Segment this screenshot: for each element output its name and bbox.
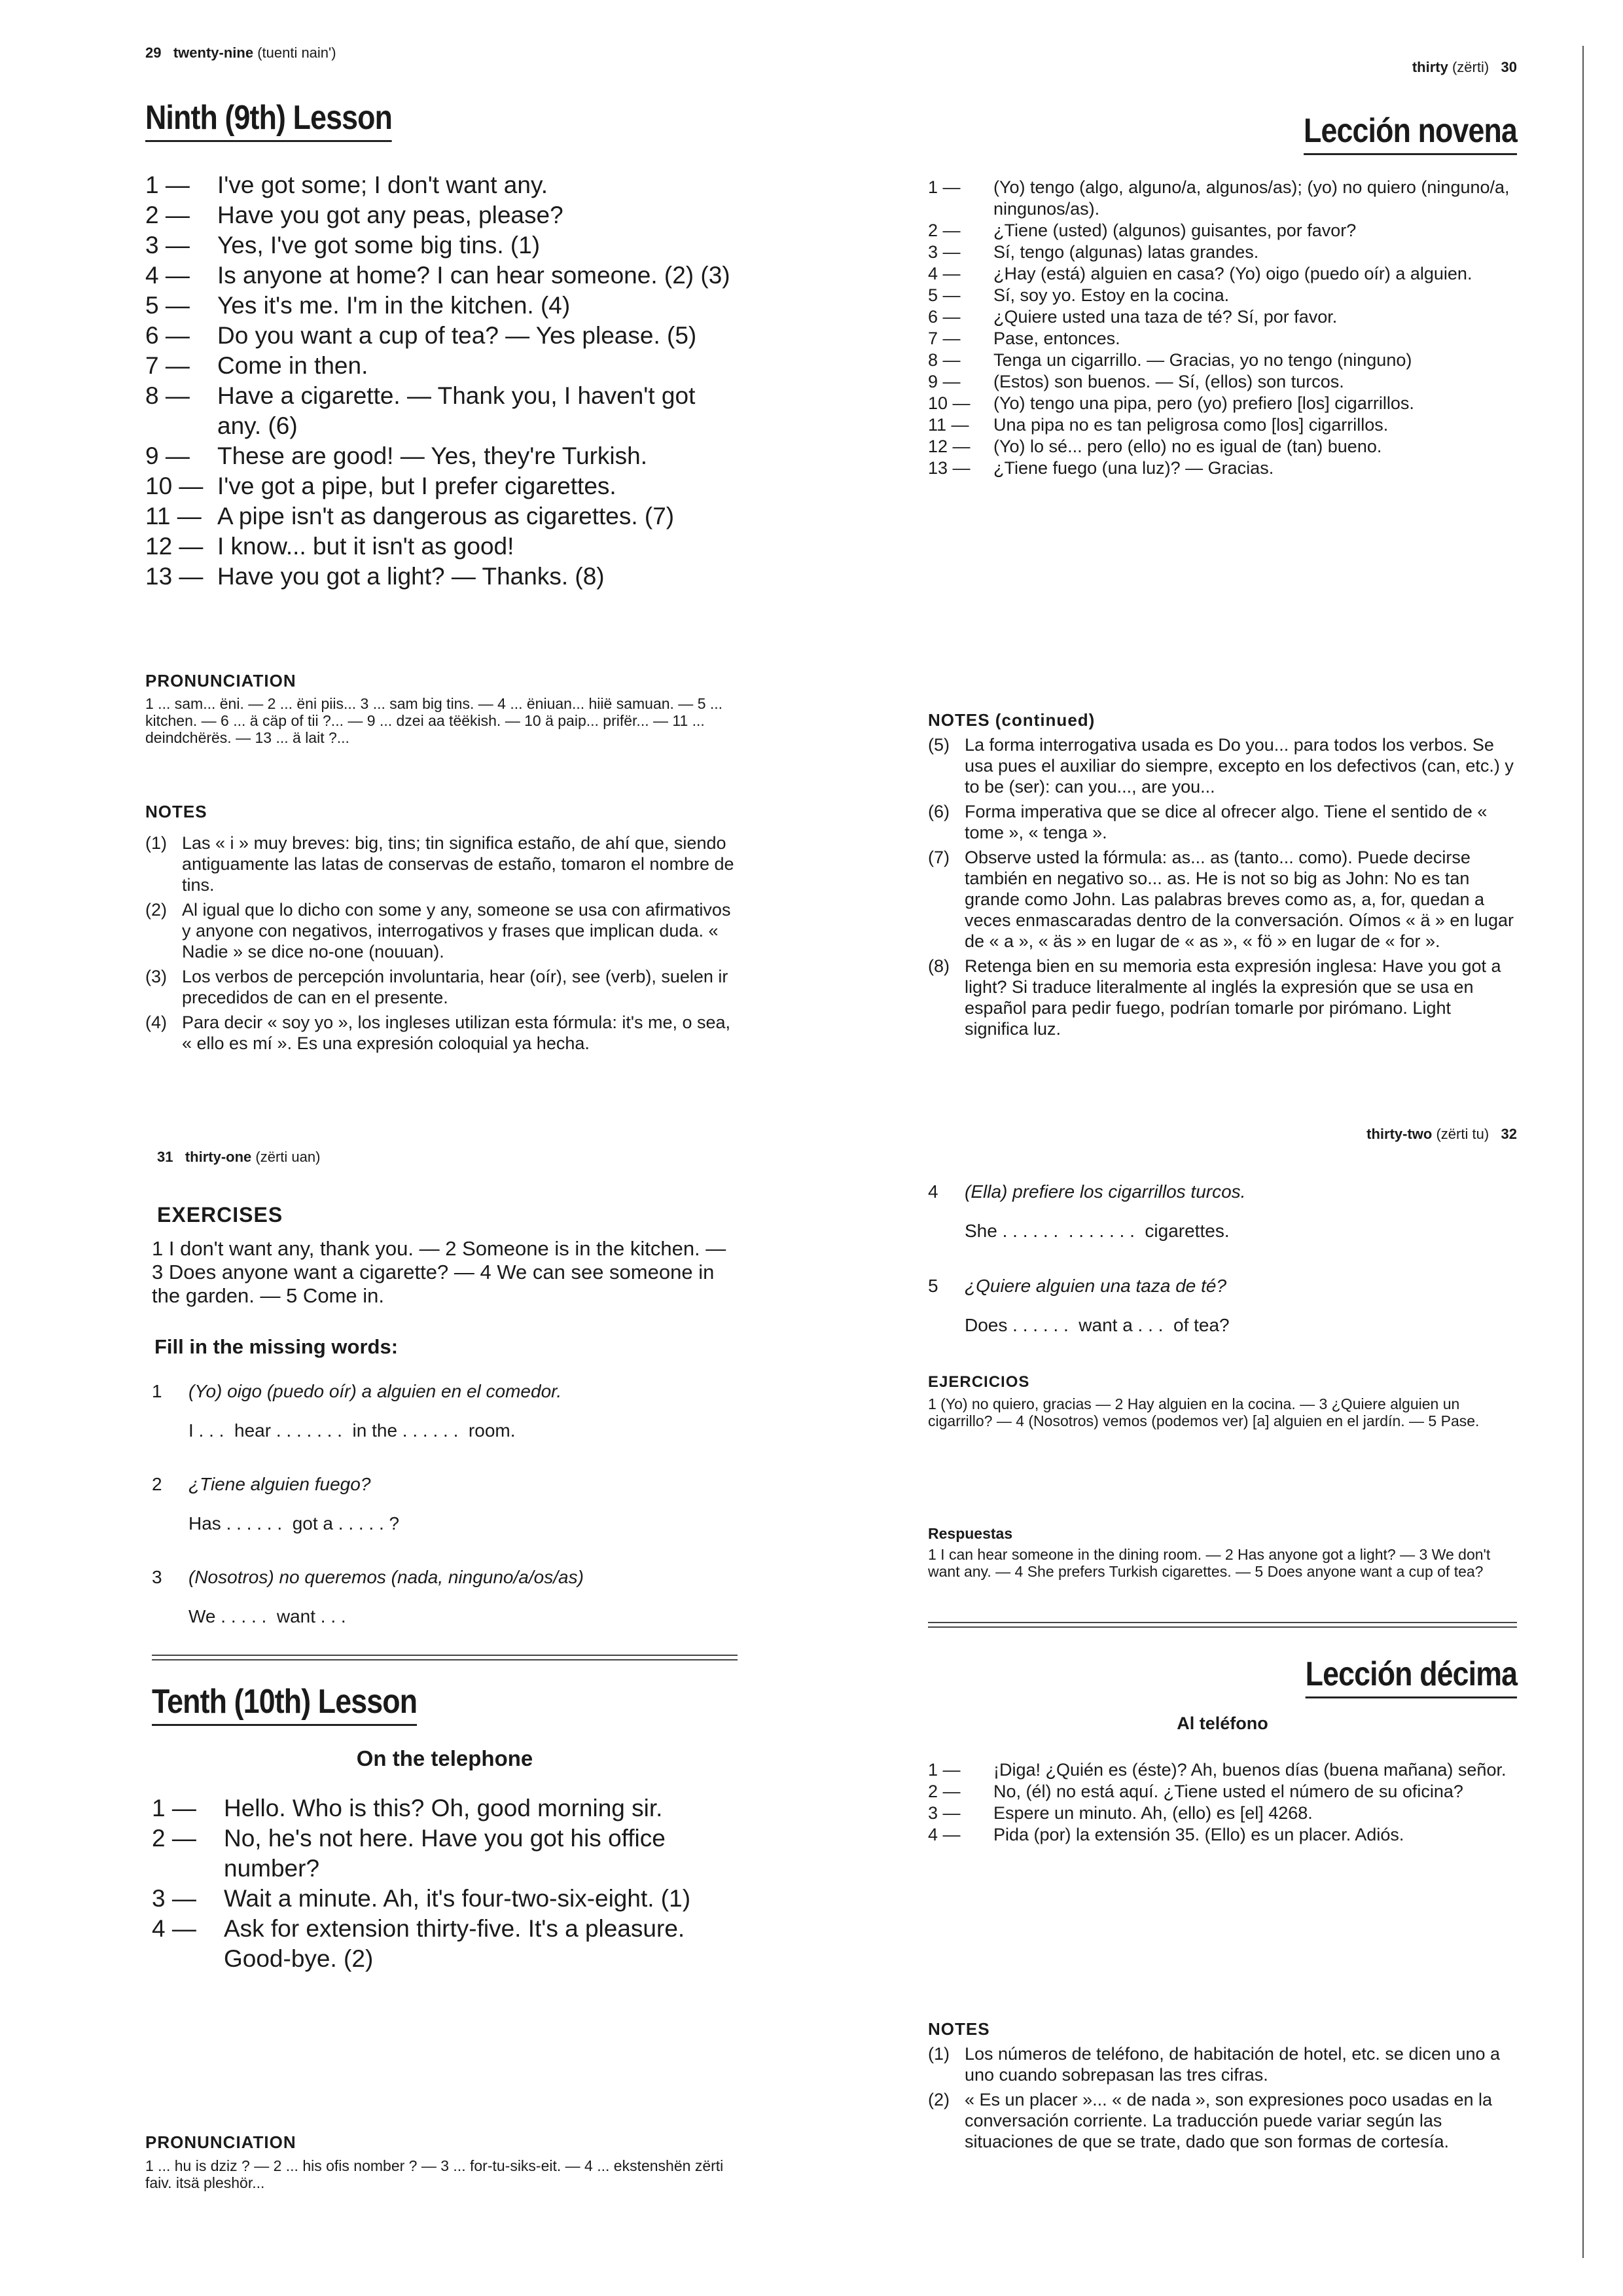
line-text: Yes it's me. I'm in the kitchen. (4) <box>217 292 571 319</box>
line-text: Have you got a light? — Thanks. (8) <box>217 563 605 590</box>
dialogue-line <box>145 501 734 531</box>
note-number: (2) <box>145 900 167 920</box>
exercises-text: 1 I don't want any, thank you. — 2 Someone is in the kitchen. — 3 Does anyone want a cigarette? — 4 We can see someone in the garden. — 5 Come in. <box>152 1237 726 1307</box>
fill-items-left <box>152 1381 738 1660</box>
note-number: (8) <box>928 956 950 976</box>
dialogue-line-es <box>928 414 1517 436</box>
fill-heading: Fill in the missing words: <box>154 1335 399 1358</box>
line-text: Ask for extension thirty-five. It's a pleasure. Good-bye. (2) <box>224 1915 685 1972</box>
dialogue-line <box>145 381 734 441</box>
line-text: (Yo) tengo (algo, alguno/a, algunos/as); (yo) no quiero (ninguno/a, ningunos/as). <box>993 177 1510 219</box>
page-number: 29 <box>145 45 162 61</box>
line-number: 13 — <box>928 458 971 478</box>
fill-answer-blank: Has . . . . . . got a . . . . . ? <box>188 1513 400 1534</box>
fill-number: 5 <box>928 1276 938 1296</box>
dialogue-line <box>145 441 734 471</box>
line-number: 4 — <box>145 262 190 289</box>
line-text: Sí, soy yo. Estoy en la cocina. <box>993 285 1230 305</box>
page-header-31 <box>157 1149 749 1166</box>
line-text: (Yo) tengo una pipa, pero (yo) prefiero [los] cigarrillos. <box>993 393 1414 413</box>
dialogue-line-es <box>928 371 1517 393</box>
dialogue-line-es <box>928 285 1517 306</box>
page-header-32 <box>928 1126 1517 1143</box>
line-text: No, he's not here. Have you got his office number? <box>224 1825 666 1882</box>
note-text: Las « i » muy breves: big, tins; tin significa estaño, de ahí que, siendo antiguamente las latas de conservas de estaño, tomaron el nombre de tins. <box>182 833 734 895</box>
line-number: 4 — <box>928 264 961 283</box>
pronunciation-heading-10: PRONUNCIATION <box>145 2132 296 2152</box>
line-text: Pida (por) la extensión 35. (Ello) es un placer. Adiós. <box>993 1825 1404 1844</box>
dialogue-line-es <box>928 1759 1517 1781</box>
page-number-word: thirty-two <box>1366 1126 1433 1142</box>
fill-question-text: ¿Tiene alguien fuego? <box>188 1474 371 1494</box>
line-number: 7 — <box>928 329 961 348</box>
dialogue-line-es <box>928 177 1517 220</box>
note-item <box>928 2089 1517 2152</box>
line-number: 13 — <box>145 563 204 590</box>
lesson9-title: Ninth (9th) Lesson <box>145 98 392 142</box>
lesson10-notes <box>928 2043 1517 2156</box>
fill-answer-blank: I . . . hear . . . . . . . in the . . . . . . room. <box>188 1420 516 1441</box>
line-number: 2 — <box>145 202 190 228</box>
dialogue-line <box>152 1884 738 1914</box>
ejercicios-text: 1 (Yo) no quiero, gracias — 2 Hay alguien en la cocina. — 3 ¿Quiere alguien un cigarrillo? — 4 (Nosotros) vemos (podemos ver) [a] alguien en el jardín. — 5 Pase. <box>928 1395 1480 1429</box>
page-number-pron: (zërti uan) <box>255 1149 321 1165</box>
line-number: 3 — <box>152 1885 196 1912</box>
fill-question <box>928 1276 1517 1297</box>
respuestas-heading: Respuestas <box>928 1525 1013 1542</box>
pronunciation-heading: PRONUNCIATION <box>145 671 296 691</box>
page-number-word: twenty-nine <box>173 45 254 61</box>
dialogue-line <box>152 1823 738 1884</box>
line-number: 3 — <box>928 1803 961 1823</box>
line-number: 11 — <box>928 415 969 435</box>
dialogue-line-es <box>928 1781 1517 1803</box>
line-text: Sí, tengo (algunas) latas grandes. <box>993 242 1259 262</box>
line-text: Espere un minuto. Ah, (ello) es [el] 4268. <box>993 1803 1313 1823</box>
dialogue-line-es <box>928 306 1517 328</box>
line-text: Have a cigarette. — Thank you, I haven't got any. (6) <box>217 382 696 439</box>
fill-question-text: ¿Quiere alguien una taza de té? <box>965 1276 1227 1296</box>
line-text: ¡Diga! ¿Quién es (éste)? Ah, buenos días (buena mañana) señor. <box>993 1760 1507 1780</box>
line-number: 1 — <box>928 1760 961 1780</box>
note-text: « Es un placer »... « de nada », son expresiones poco usadas en la conversación corriente. La traducción puede variar según las situaciones de que se trate, dado que son formas de cortesía. <box>965 2090 1493 2151</box>
note-text: La forma interrogativa usada es Do you... para todos los verbos. Se usa pues el auxiliar do siempre, excepto en los defectivos (can, etc.) y to be (ser): can you..., are you... <box>965 735 1514 797</box>
fill-answer-blank: We . . . . . want . . . <box>188 1606 346 1626</box>
note-item <box>145 1012 734 1054</box>
lesson10-es-dialogue <box>928 1759 1517 1846</box>
notes-continued-heading: NOTES (continued) <box>928 710 1096 730</box>
fill-item <box>152 1381 738 1441</box>
dialogue-line-es <box>928 263 1517 285</box>
line-text: Pase, entonces. <box>993 329 1120 348</box>
page-header-29 <box>145 45 738 62</box>
line-number: 2 — <box>928 1782 961 1801</box>
dialogue-line-es <box>928 328 1517 350</box>
fill-question-text: (Ella) prefiere los cigarrillos turcos. <box>965 1181 1246 1202</box>
page-number-word: thirty <box>1412 59 1448 75</box>
lesson9-dialogue <box>145 170 734 592</box>
fill-question <box>928 1181 1517 1202</box>
fill-answer-blank: She . . . . . . . . . . . . . cigarettes. <box>965 1221 1230 1241</box>
note-text: Retenga bien en su memoria esta expresión inglesa: Have you got a light? Si traduce literalmente al inglés la expresión que se usa en español para pedir fuego, podrían tomarle por pirómano. Light significa luz. <box>965 956 1501 1039</box>
line-number: 6 — <box>928 307 961 327</box>
dialogue-line-es <box>928 436 1517 457</box>
page-number-pron: (zërti) <box>1452 59 1489 75</box>
note-text: Los números de teléfono, de habitación de hotel, etc. se dicen uno a uno cuando sobrepasan las tres cifras. <box>965 2044 1501 2085</box>
dialogue-line <box>152 1914 738 1974</box>
dialogue-line <box>145 531 734 562</box>
note-item <box>928 2043 1517 2085</box>
note-number: (6) <box>928 802 950 821</box>
note-text: Para decir « soy yo », los ingleses utilizan esta fórmula: it's me, o sea, « ello es mí ». Es una expresión coloquial ya hecha. <box>182 1013 731 1053</box>
page-number: 30 <box>1501 59 1517 75</box>
line-number: 7 — <box>145 352 190 379</box>
line-text: I've got some; I don't want any. <box>217 171 548 198</box>
dialogue-line-es <box>928 457 1517 479</box>
note-number: (7) <box>928 848 950 867</box>
note-item <box>928 734 1517 797</box>
respuestas-text: 1 I can hear someone in the dining room. — 2 Has anyone got a light? — 3 We don't want any. — 4 She prefers Turkish cigarettes. — 5 Does anyone want a cup of tea? <box>928 1546 1491 1580</box>
line-number: 1 — <box>145 171 190 198</box>
line-number: 8 — <box>928 350 961 370</box>
fill-item <box>928 1181 1517 1242</box>
lesson9-notes <box>145 833 734 1058</box>
exercises-heading: EXERCISES <box>157 1203 283 1227</box>
page-header-30 <box>928 59 1517 76</box>
dialogue-line <box>145 351 734 381</box>
line-text: I know... but it isn't as good! <box>217 533 514 560</box>
line-number: 2 — <box>928 221 961 240</box>
note-number: (1) <box>928 2044 950 2064</box>
lesson9-pronunciation: 1 ... sam... ëni. — 2 ... ëni piis... 3 ... sam big tins. — 4 ... ëniuan... hiië samuan. — 5 ... kitchen. — 6 ... ä cäp of tii ?... — 9 ... dzei aa tëëkish. — 10 ä paip... prifër... — 11 ... deindchërës. — 13 ... ä lait ?... <box>145 695 723 746</box>
line-number: 4 — <box>928 1825 961 1844</box>
line-text: Yes, I've got some big tins. (1) <box>217 232 541 259</box>
note-number: (5) <box>928 735 950 755</box>
fill-item <box>928 1276 1517 1336</box>
dialogue-line <box>145 260 734 291</box>
line-text: ¿Tiene fuego (una luz)? — Gracias. <box>993 458 1274 478</box>
dialogue-line <box>145 291 734 321</box>
note-item <box>145 833 734 895</box>
lesson10-es-subtitle: Al teléfono <box>1177 1713 1268 1733</box>
fill-question <box>152 1381 738 1402</box>
line-text: A pipe isn't as dangerous as cigarettes. (7) <box>217 503 675 529</box>
fill-question <box>152 1474 738 1495</box>
line-text: Una pipa no es tan peligrosa como [los] cigarrillos. <box>993 415 1389 435</box>
line-number: 12 — <box>145 533 204 560</box>
line-number: 10 — <box>145 473 204 499</box>
dialogue-line <box>145 321 734 351</box>
line-text: Have you got any peas, please? <box>217 202 563 228</box>
line-text: (Estos) son buenos. — Sí, (ellos) son turcos. <box>993 372 1344 391</box>
line-number: 1 — <box>928 177 961 197</box>
note-text: Forma imperativa que se dice al ofrecer algo. Tiene el sentido de « tome », « tenga ». <box>965 802 1488 842</box>
line-number: 4 — <box>152 1915 196 1942</box>
dialogue-line-es <box>928 220 1517 242</box>
fill-items-right <box>928 1181 1517 1370</box>
fill-number: 4 <box>928 1181 938 1202</box>
line-number: 11 — <box>145 503 202 529</box>
page-number-word: thirty-one <box>185 1149 252 1165</box>
fill-number: 2 <box>152 1474 162 1494</box>
page-edge-line <box>1582 46 1584 2258</box>
line-text: No, (él) no está aquí. ¿Tiene usted el número de su oficina? <box>993 1782 1463 1801</box>
lesson9-es-title: Lección novena <box>1304 111 1517 155</box>
fill-item <box>152 1474 738 1534</box>
page-number: 31 <box>157 1149 173 1165</box>
lesson10-es-title: Lección décima <box>1306 1655 1517 1698</box>
section-divider <box>152 1655 738 1660</box>
line-text: I've got a pipe, but I prefer cigarettes. <box>217 473 616 499</box>
ejercicios-heading: EJERCICIOS <box>928 1373 1030 1391</box>
dialogue-line <box>145 230 734 260</box>
fill-question <box>152 1567 738 1588</box>
line-number: 3 — <box>145 232 190 259</box>
line-text: Wait a minute. Ah, it's four-two-six-eight. (1) <box>224 1885 691 1912</box>
section-divider-right <box>928 1622 1517 1628</box>
line-text: These are good! — Yes, they're Turkish. <box>217 442 647 469</box>
line-text: Hello. Who is this? Oh, good morning sir. <box>224 1795 663 1821</box>
page-number: 32 <box>1501 1126 1517 1142</box>
note-text: Al igual que lo dicho con some y any, someone se usa con afirmativos y anyone con negativos, interrogativos y frases que implican duda. « Nadie » se dice no-one (nouuan). <box>182 900 731 961</box>
dialogue-line <box>152 1793 738 1823</box>
line-number: 9 — <box>928 372 961 391</box>
dialogue-line <box>145 200 734 230</box>
fill-question-text: (Nosotros) no queremos (nada, ninguno/a/os/as) <box>188 1567 584 1587</box>
dialogue-line-es <box>928 1803 1517 1824</box>
lesson10-title: Tenth (10th) Lesson <box>152 1682 417 1726</box>
page-number-pron: (tuenti nain') <box>257 45 336 61</box>
line-number: 6 — <box>145 322 190 349</box>
line-text: Come in then. <box>217 352 368 379</box>
note-item <box>145 966 734 1008</box>
lesson10-pronunciation: 1 ... hu is dziz ? — 2 ... his ofis nomber ? — 3 ... for-tu-siks-eit. — 4 ... ekstenshën zërti faiv. itsä pleshör... <box>145 2157 724 2191</box>
line-text: ¿Quiere usted una taza de té? Sí, por favor. <box>993 307 1338 327</box>
dialogue-line-es <box>928 350 1517 371</box>
lesson10-dialogue <box>152 1793 738 1974</box>
line-number: 2 — <box>152 1825 196 1852</box>
line-text: Is anyone at home? I can hear someone. (2) (3) <box>217 262 730 289</box>
dialogue-line <box>145 471 734 501</box>
line-number: 5 — <box>928 285 961 305</box>
fill-answer-blank: Does . . . . . . want a . . . of tea? <box>965 1315 1230 1335</box>
fill-number: 3 <box>152 1567 162 1587</box>
line-text: Do you want a cup of tea? — Yes please. (5) <box>217 322 697 349</box>
dialogue-line-es <box>928 1824 1517 1846</box>
fill-item <box>152 1567 738 1627</box>
line-number: 10 — <box>928 393 971 413</box>
note-text: Observe usted la fórmula: as... as (tanto... como). Puede decirse también en negativo so... as. He is not so big as John: No es tan grande como John. Las palabras breves como as, a, for, quedan a veces enmascaradas dentro de la conversación. Oímos « ä » en lugar de « a », « äs » en lugar de « as », « fö » en lugar de « for ». <box>965 848 1514 951</box>
line-text: Tenga un cigarrillo. — Gracias, yo no tengo (ninguno) <box>993 350 1412 370</box>
dialogue-line-es <box>928 393 1517 414</box>
notes-heading: NOTES <box>145 802 207 821</box>
line-text: (Yo) lo sé... pero (ello) no es igual de (tan) bueno. <box>993 437 1382 456</box>
note-number: (4) <box>145 1013 167 1032</box>
note-item <box>928 847 1517 952</box>
page-number-pron: (zërti tu) <box>1436 1126 1489 1142</box>
note-number: (3) <box>145 967 167 986</box>
dialogue-line <box>145 562 734 592</box>
line-text: ¿Hay (está) alguien en casa? (Yo) oigo (puedo oír) a alguien. <box>993 264 1472 283</box>
note-number: (1) <box>145 833 167 853</box>
note-text: Los verbos de percepción involuntaria, hear (oír), see (verb), suelen ir precedidos de can en el presente. <box>182 967 728 1007</box>
note-item <box>145 899 734 962</box>
line-number: 5 — <box>145 292 190 319</box>
line-number: 1 — <box>152 1795 196 1821</box>
line-number: 3 — <box>928 242 961 262</box>
lesson9-notes-continued <box>928 734 1517 1043</box>
fill-number: 1 <box>152 1381 162 1401</box>
lesson10-subtitle: On the telephone <box>356 1746 533 1770</box>
line-text: ¿Tiene (usted) (algunos) guisantes, por favor? <box>993 221 1357 240</box>
line-number: 8 — <box>145 382 190 409</box>
lesson9-es-dialogue <box>928 177 1517 479</box>
fill-question-text: (Yo) oigo (puedo oír) a alguien en el comedor. <box>188 1381 562 1401</box>
note-item <box>928 801 1517 843</box>
notes-heading-10: NOTES <box>928 2019 990 2039</box>
note-number: (2) <box>928 2090 950 2109</box>
note-item <box>928 956 1517 1039</box>
dialogue-line-es <box>928 242 1517 263</box>
dialogue-line <box>145 170 734 200</box>
line-number: 9 — <box>145 442 190 469</box>
line-number: 12 — <box>928 437 971 456</box>
